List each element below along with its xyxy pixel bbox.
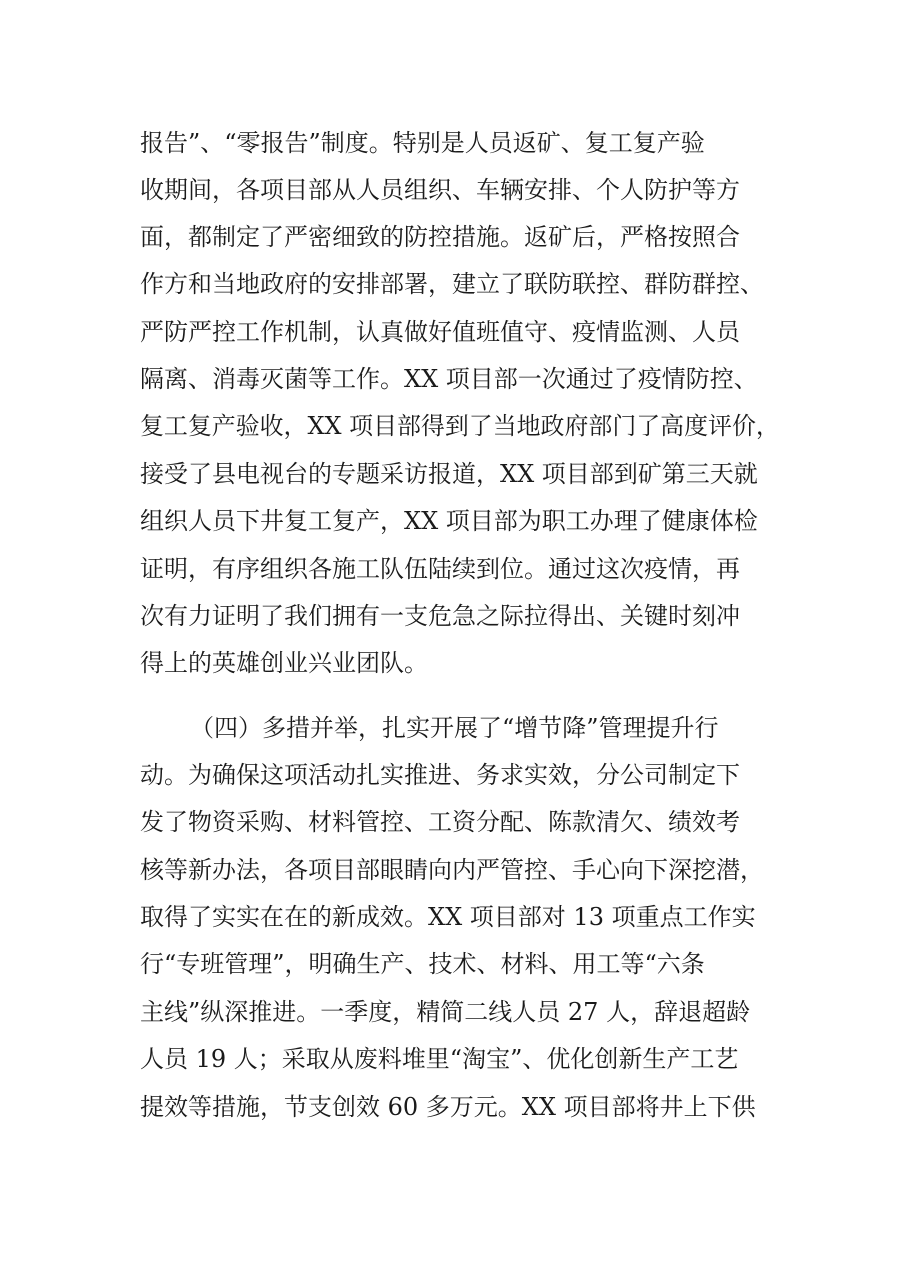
text-line: 行“专班管理”，明确生产、技术、材料、用工等“六条	[140, 950, 705, 978]
text-line: 提效等措施，节支创效 60 多万元。XX 项目部将井上下供	[140, 1093, 756, 1121]
text-line: 面，都制定了严密细致的防控措施。返矿后，严格按照合	[140, 223, 740, 251]
text-line: 复工复产验收，XX 项目部得到了当地政府部门了高度评价，	[140, 412, 780, 440]
text-line: 隔离、消毒灭菌等工作。XX 项目部一次通过了疫情防控、	[140, 365, 758, 393]
text-line: 人员 19 人；采取从废料堆里“淘宝”、优化创新生产工艺	[140, 1045, 739, 1073]
text-line: 报告”、“零报告”制度。特别是人员返矿、复工复产验	[140, 129, 705, 157]
text-line: 证明，有序组织各施工队伍陆续到位。通过这次疫情，再	[140, 555, 740, 583]
text-line: 核等新办法，各项目部眼睛向内严管控、手心向下深挖潜，	[140, 856, 764, 884]
text-line: 作方和当地政府的安排部署，建立了联防联控、群防群控、	[140, 270, 764, 298]
text-line: 主线”纵深推进。一季度，精简二线人员 27 人，辞退超龄	[140, 998, 751, 1026]
text-line: 得上的英雄创业兴业团队。	[140, 649, 428, 677]
text-line: 严防严控工作机制，认真做好值班值守、疫情监测、人员	[140, 318, 740, 346]
text-line: 动。为确保这项活动扎实推进、务求实效，分公司制定下	[140, 761, 740, 789]
text-line: 接受了县电视台的专题采访报道，XX 项目部到矿第三天就	[140, 460, 758, 488]
text-line: 发了物资采购、材料管控、工资分配、陈款清欠、绩效考	[140, 808, 740, 836]
text-line: 组织人员下井复工复产，XX 项目部为职工办理了健康体检	[140, 507, 758, 535]
text-line: 取得了实实在在的新成效。XX 项目部对 13 项重点工作实	[140, 903, 756, 931]
section-heading-line: （四）多措并举，扎实开展了“增节降”管理提升行	[190, 714, 719, 742]
text-line: 次有力证明了我们拥有一支危急之际拉得出、关键时刻冲	[140, 602, 740, 630]
text-line: 收期间，各项目部从人员组织、车辆安排、个人防护等方	[140, 176, 740, 204]
